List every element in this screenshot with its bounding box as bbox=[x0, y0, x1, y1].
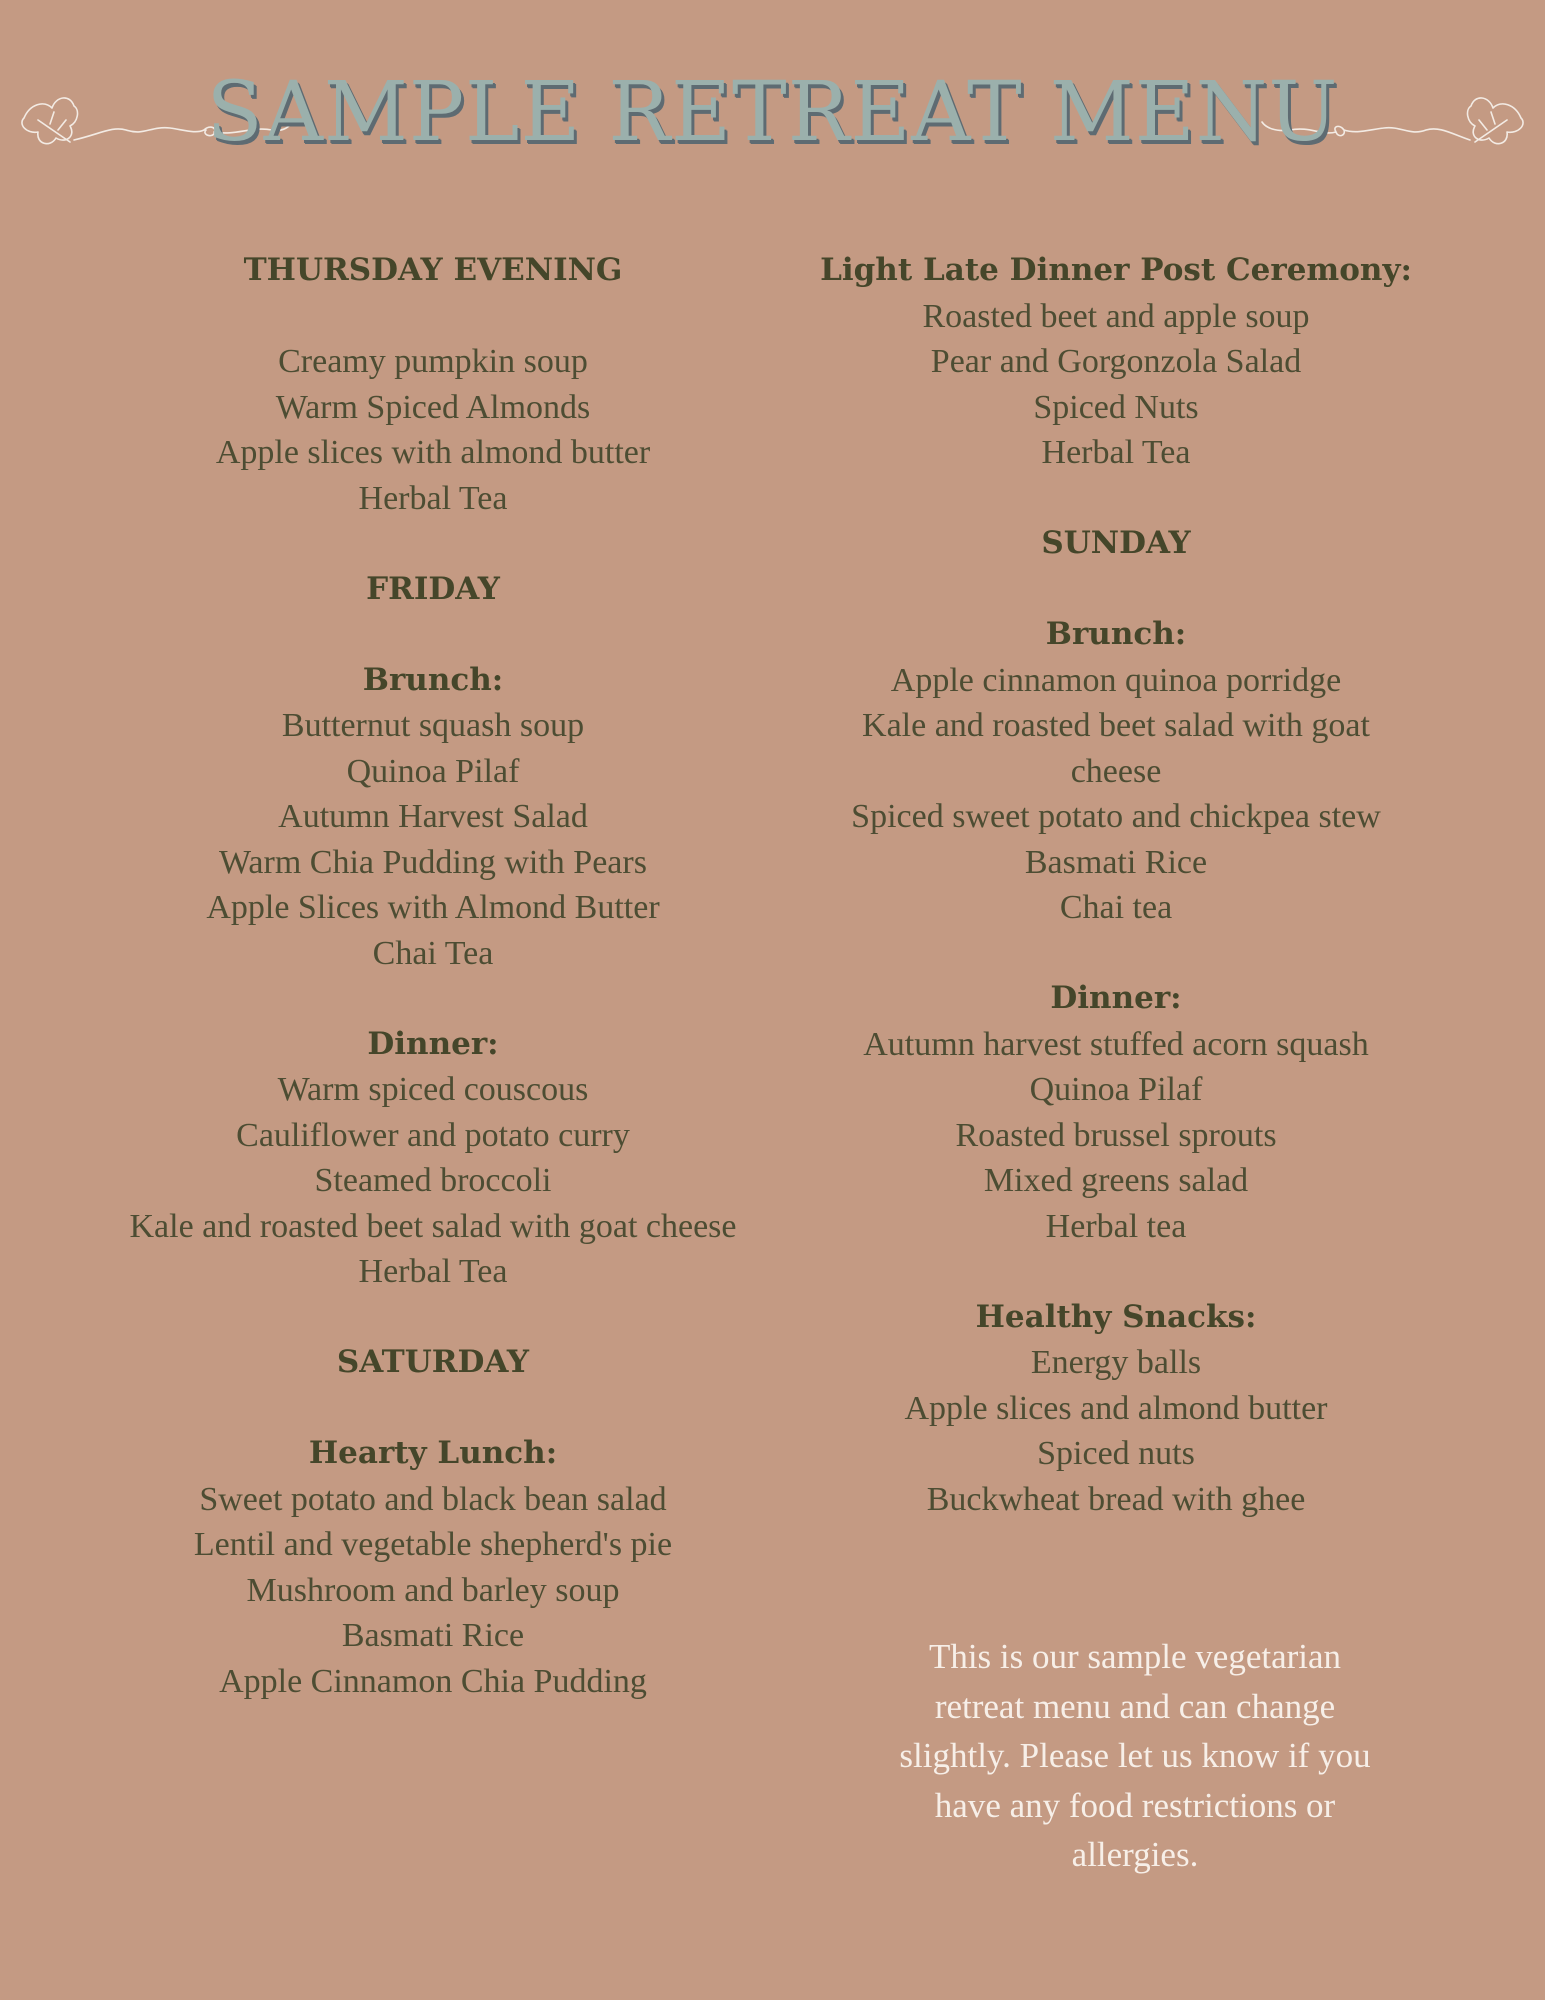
menu-item: Apple Cinnamon Chia Pudding bbox=[219, 1662, 647, 1700]
menu-item: Sweet potato and black bean salad bbox=[199, 1480, 667, 1518]
menu-item: Butternut squash soup bbox=[281, 707, 585, 744]
sunday-section bbox=[766, 521, 1466, 1249]
menu-item: Cauliflower and potato curry bbox=[236, 1116, 630, 1154]
menu-item: Quinoa Pilaf bbox=[346, 752, 520, 790]
menu-item: Warm spiced couscous bbox=[277, 1071, 589, 1108]
menu-item: Herbal Tea bbox=[1041, 434, 1191, 471]
menu-item: Energy balls bbox=[1030, 1344, 1202, 1381]
meal-label: Dinner: bbox=[1050, 980, 1182, 1016]
menu-item: Warm Chia Pudding with Pears bbox=[219, 843, 647, 881]
meal-label: Dinner: bbox=[367, 1025, 499, 1062]
menu-item: Lentil and vegetable shepherd's pie bbox=[193, 1526, 673, 1563]
menu-item: Autumn Harvest Salad bbox=[278, 798, 588, 835]
menu-item: Apple slices and almond butter bbox=[904, 1389, 1328, 1427]
meal-label: Light Late Dinner Post Ceremony: bbox=[820, 252, 1412, 288]
menu-item: Creamy pumpkin soup bbox=[278, 343, 588, 380]
menu-item: Kale and roasted beet salad with goat cheese bbox=[129, 1207, 737, 1245]
menu-item: Herbal tea bbox=[1045, 1207, 1187, 1245]
menu-item: Buckwheat bread with ghee bbox=[926, 1480, 1306, 1518]
section-heading: SUNDAY bbox=[1041, 525, 1191, 561]
late-dinner-section bbox=[766, 248, 1466, 476]
friday-section bbox=[83, 567, 783, 1295]
menu-note: This is our sample vegetarian retreat menu and can change slightly. Please let us know if you have any food restrictions or allergies. bbox=[899, 1637, 1371, 1874]
left-column bbox=[83, 248, 783, 1704]
menu-item: Spiced nuts bbox=[1037, 1435, 1195, 1472]
menu-item: Mushroom and barley soup bbox=[246, 1571, 620, 1609]
section-heading: FRIDAY bbox=[366, 570, 500, 607]
menu-item: Basmati Rice bbox=[341, 1617, 525, 1654]
saturday-section bbox=[83, 1340, 783, 1704]
meal-label: Healthy Snacks: bbox=[975, 1298, 1257, 1335]
menu-item: Apple Slices with Almond Butter bbox=[206, 889, 660, 926]
section-heading: THURSDAY EVENING bbox=[243, 252, 623, 288]
thursday-section bbox=[83, 248, 783, 521]
menu-item: Quinoa Pilaf bbox=[1029, 1071, 1203, 1108]
menu-item: Kale and roasted beet salad with goat cheese bbox=[862, 707, 1370, 790]
snacks-section bbox=[766, 1295, 1466, 1523]
menu-item: Steamed broccoli bbox=[314, 1162, 552, 1199]
menu-item: Roasted brussel sprouts bbox=[955, 1116, 1277, 1154]
menu-item: Basmati Rice bbox=[1024, 843, 1208, 881]
menu-item: Apple slices with almond butter bbox=[215, 434, 651, 471]
section-heading: SATURDAY bbox=[336, 1344, 530, 1380]
menu-item: Roasted beet and apple soup bbox=[922, 297, 1310, 335]
menu-item: Warm Spiced Almonds bbox=[275, 388, 591, 426]
menu-item: Herbal Tea bbox=[358, 1253, 508, 1290]
menu-item: Autumn harvest stuffed acorn squash bbox=[863, 1025, 1369, 1063]
right-column bbox=[766, 248, 1466, 1522]
meal-label: Brunch: bbox=[362, 661, 504, 698]
menu-item: Apple cinnamon quinoa porridge bbox=[890, 661, 1342, 699]
meal-label: Brunch: bbox=[1045, 616, 1187, 652]
menu-item: Spiced sweet potato and chickpea stew bbox=[851, 798, 1381, 835]
menu-item: Spiced Nuts bbox=[1033, 388, 1199, 426]
menu-item: Chai tea bbox=[1059, 889, 1173, 926]
menu-item: Chai Tea bbox=[372, 934, 494, 972]
meal-label: Hearty Lunch: bbox=[308, 1435, 558, 1471]
header bbox=[0, 60, 1545, 180]
page-title: SAMPLE RETREAT MENU bbox=[206, 65, 1339, 160]
menu-item: Herbal Tea bbox=[358, 479, 508, 517]
menu-item: Mixed greens salad bbox=[983, 1162, 1249, 1199]
menu-item: Pear and Gorgonzola Salad bbox=[930, 343, 1302, 380]
